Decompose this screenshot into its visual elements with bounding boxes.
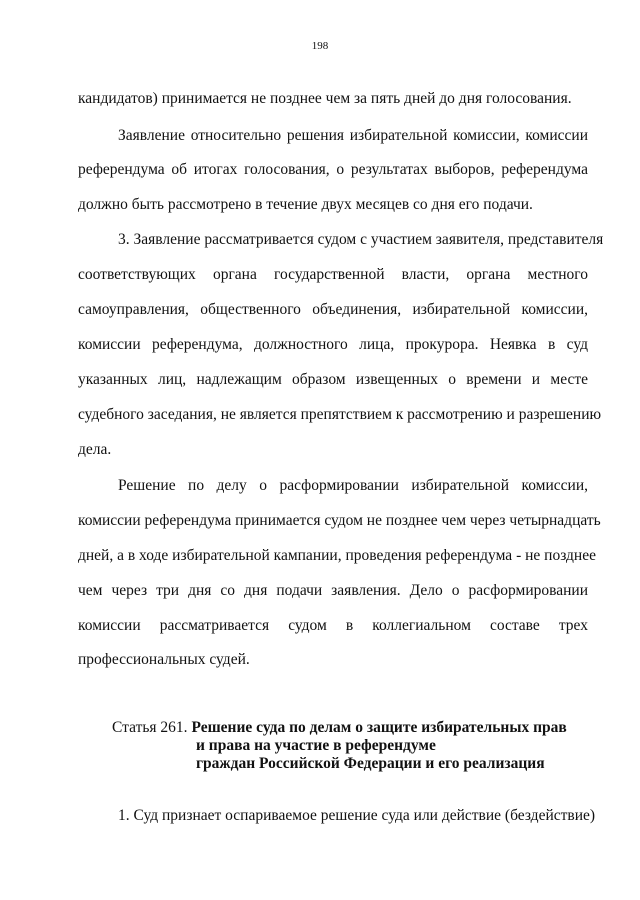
text-line-13: комиссии референдума принимается судом не позднее чем через четырнадцать	[78, 512, 601, 529]
text-line-14: дней, а в ходе избирательной кампании, проведения референдума - не позднее	[78, 547, 596, 564]
article-title-line-2: и права на участие в референдуме	[196, 737, 436, 754]
text-line-5: 3. Заявление рассматривается судом с участием заявителя, представителя	[118, 231, 604, 248]
text-line-15: чем через три дня со дня подачи заявления. Дело о расформировании	[78, 582, 588, 599]
article-label: Статья 261.	[112, 719, 188, 736]
text-line-4: должно быть рассмотрено в течение двух месяцев со дня его подачи.	[78, 196, 533, 213]
text-line-3: референдума об итогах голосования, о результатах выборов, референдума	[78, 161, 588, 178]
text-line-10: судебного заседания, не является препятствием к рассмотрению и разрешению	[78, 406, 602, 423]
text-line-12: Решение по делу о расформировании избирательной комиссии,	[118, 477, 588, 494]
page-number: 198	[311, 40, 329, 52]
text-line-16: комиссии рассматривается судом в коллегиальном составе трех	[78, 617, 588, 634]
article-heading	[112, 719, 567, 736]
text-line-2: Заявление относительно решения избирательной комиссии, комиссии	[118, 127, 588, 144]
article-title-line-3: граждан Российской Федерации и его реализация	[196, 755, 545, 772]
text-line-final: 1. Суд признает оспариваемое решение суда или действие (бездействие)	[118, 807, 596, 824]
text-line-1: кандидатов) принимается не позднее чем за пять дней до дня голосования.	[78, 90, 572, 107]
text-line-7: самоуправления, общественного объединения, избирательной комиссии,	[78, 301, 588, 318]
text-line-8: комиссии референдума, должностного лица, прокурора. Неявка в суд	[78, 336, 588, 353]
article-title-line-1: Решение суда по делам о защите избирательных прав	[191, 719, 567, 736]
text-line-9: указанных лиц, надлежащим образом извещенных о времени и месте	[78, 371, 588, 388]
text-line-11: дела.	[78, 441, 112, 458]
text-line-6: соответствующих органа государственной власти, органа местного	[78, 266, 588, 283]
text-line-17: профессиональных судей.	[78, 651, 250, 668]
